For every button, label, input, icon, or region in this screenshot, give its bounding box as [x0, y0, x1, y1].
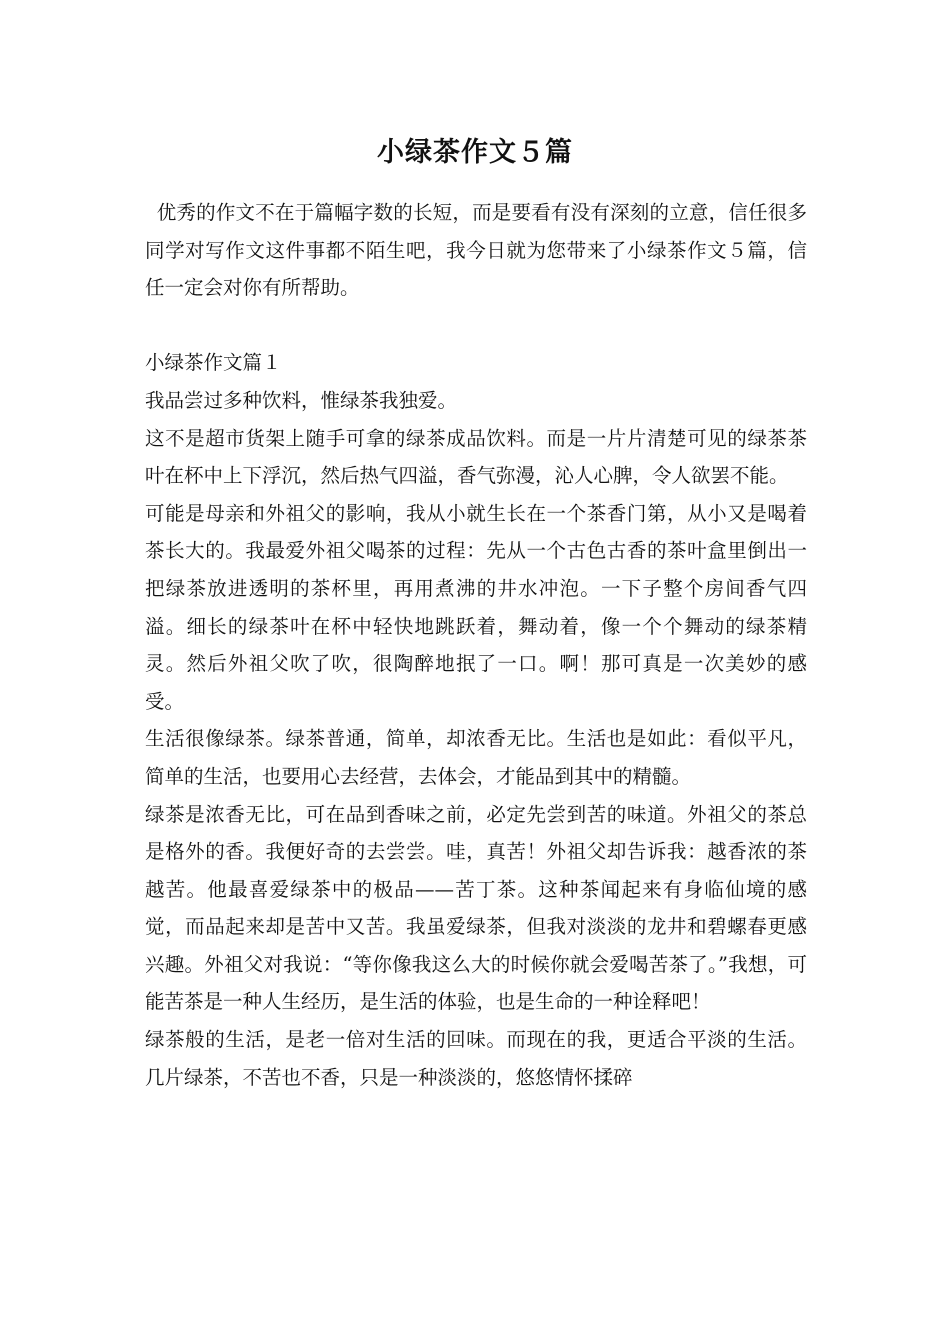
intro-paragraph: 优秀的作文不在于篇幅字数的长短，而是要看有没有深刻的立意，信任很多同学对写作文这件事都不陌生吧，我今日就为您带来了小绿茶作文５篇，信任一定会对你有所帮助。 — [145, 201, 807, 300]
body-paragraph: 这不是超市货架上随手可拿的绿茶成品饮料。而是一片片清楚可见的绿茶茶叶在杯中上下浮沉，然后热气四溢，香气弥漫，沁人心脾，令人欲罢不能。 — [145, 426, 807, 488]
paragraph-spacer — [145, 307, 807, 345]
section-heading: 小绿茶作文篇１ — [145, 351, 282, 375]
body-paragraph: 可能是母亲和外祖父的影响，我从小就生长在一个茶香门第，从小又是喝着茶长大的。我最爱外祖父喝茶的过程：先从一个古色古香的茶叶盒里倒出一把绿茶放进透明的茶杯里，再用煮沸的井水冲泡。一下子整个房间香气四溢。细长的绿茶叶在杯中轻快地跳跃着，舞动着，像一个个舞动的绿茶精灵。然后外祖父吹了吹，很陶醉地抿了一口。啊！那可真是一次美妙的感受。 — [145, 501, 807, 713]
body-paragraph: 生活很像绿茶。绿茶普通，简单，却浓香无比。生活也是如此：看似平凡，简单的生活，也要用心去经营，去体会，才能品到其中的精髓。 — [145, 727, 807, 788]
document-body — [145, 194, 807, 1096]
body-paragraph: 绿茶般的生活，是老一倍对生活的回味。而现在的我，更适合平淡的生活。几片绿茶，不苦也不香，只是一种淡淡的，悠悠情怀揉碎 — [145, 1028, 807, 1089]
document-title: 小绿茶作文５篇 — [377, 137, 573, 168]
body-paragraph: 绿茶是浓香无比，可在品到香味之前，必定先尝到苦的味道。外祖父的茶总是格外的香。我便好奇的去尝尝。哇，真苦！外祖父却告诉我：越香浓的茶越苦。他最喜爱绿茶中的极品——苦丁茶。这种茶闻起来有身临仙境的感觉，而品起来却是苦中又苦。我虽爱绿茶，但我对淡淡的龙井和碧螺春更感兴趣。外祖父对我说：“等你像我这么大的时候你就会爱喝苦茶了。”我想，可能苦茶是一种人生经历，是生活的体验，也是生命的一种诠释吧！ — [145, 802, 807, 1014]
body-paragraph: 我品尝过多种饮料，惟绿茶我独爱。 — [145, 388, 458, 412]
